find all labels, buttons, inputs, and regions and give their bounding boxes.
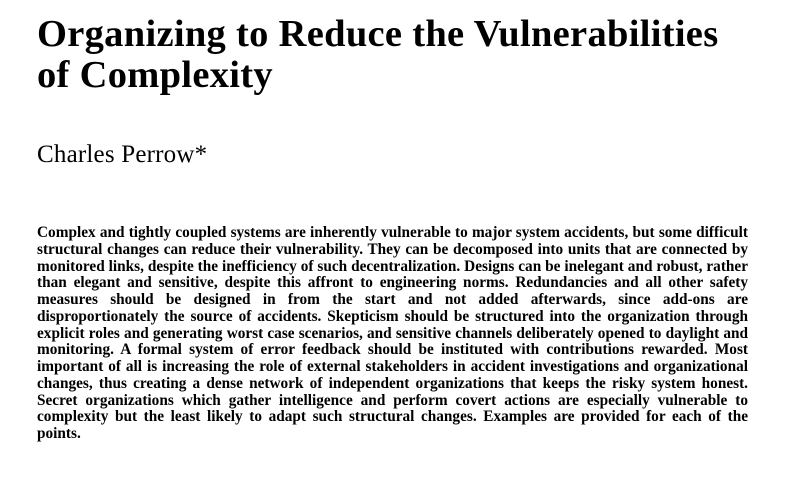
paper-title: Organizing to Reduce the Vulnerabilities of Complexity xyxy=(37,13,719,96)
abstract-text: Complex and tightly coupled systems are inherently vulnerable to major system accidents, but some difficult structural changes can reduce their vulnerability. They can be decomposed into units that are connected by monitored links, despite the inefficiency of such decentralization. Designs can be inelegant and robust, rather than elegant and sensitive, despite this affront to engineering norms. Redundancies and all other safety measures should be designed in from the start and not added afterwards, since add-ons are disproportionately the source of accidents. Skepticism should be structured into the organization through explicit roles and generating worst case scenarios, and sensitive channels deliberately opened to daylight and monitoring. A formal system of error feedback should be instituted with contributions rewarded. Most important of all is increasing the role of external stakeholders in accident investigations and organizational changes, thus creating a dense network of independent organizations that keeps the risky system honest. Secret organizations which gather intelligence and perform covert actions are especially vulnerable to complexity but the least likely to adapt such structural changes. Examples are provided for each of the points. xyxy=(37,224,748,442)
author-name: Charles Perrow* xyxy=(37,141,208,168)
